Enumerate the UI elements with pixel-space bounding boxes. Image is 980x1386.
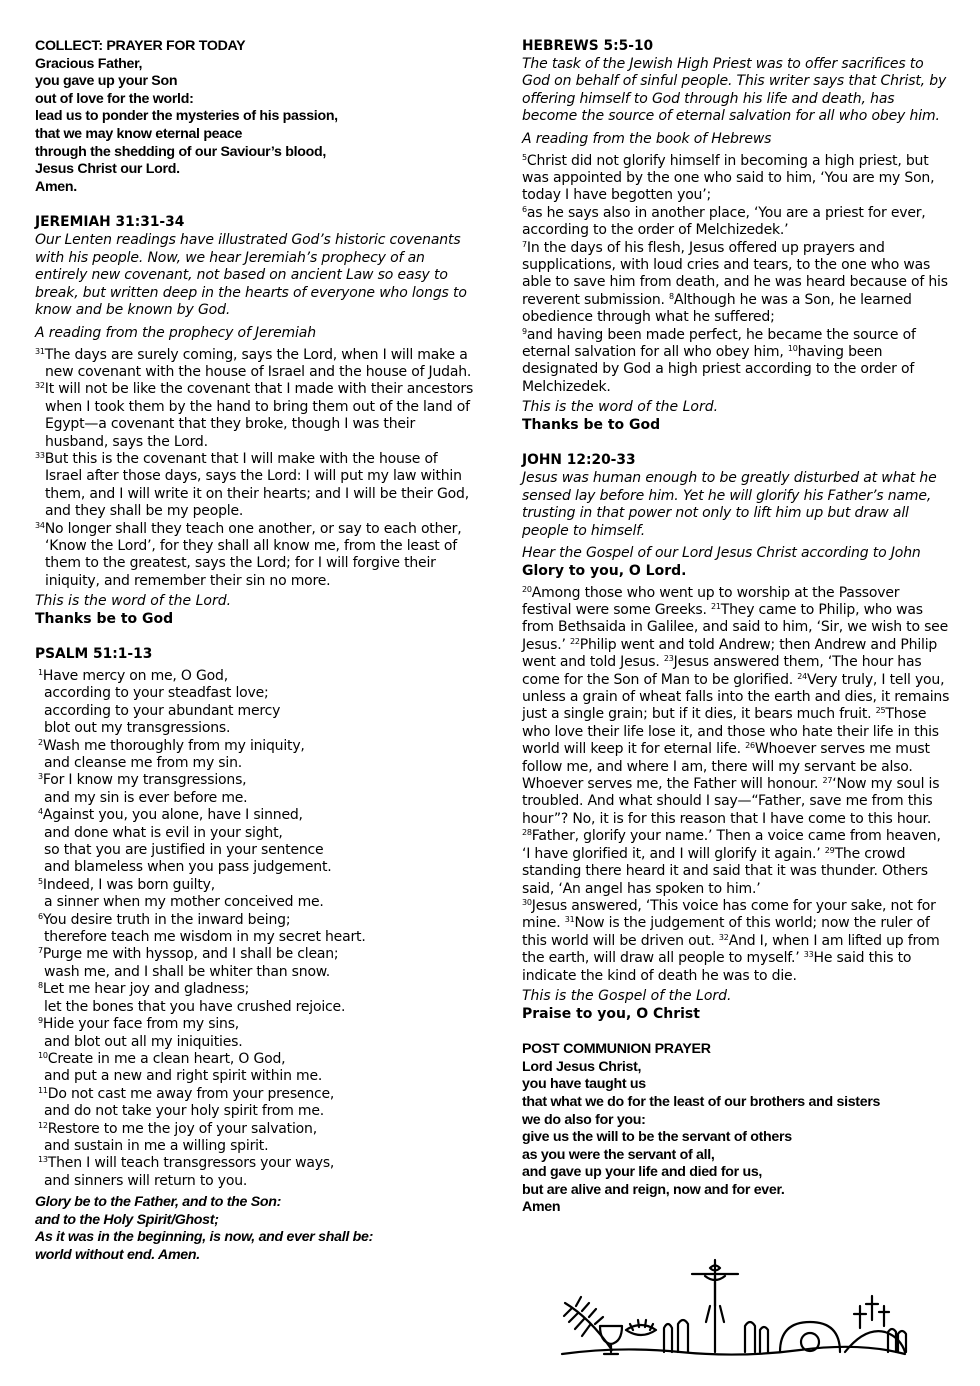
jeremiah-announce: A reading from the prophecy of Jeremiah xyxy=(35,324,316,341)
psalm-line xyxy=(35,825,475,842)
psalm-line xyxy=(35,807,475,824)
verse-text: Whoever serves me must follow me, and where I am, there will my servant be also. Whoever serves me, the Father will honour. xyxy=(522,741,930,793)
verse-number: 32 xyxy=(35,381,45,391)
verse-number: 12 xyxy=(38,1120,48,1130)
verse-number: 31 xyxy=(564,915,575,925)
psalm-line xyxy=(35,703,475,720)
verse-number: 5 xyxy=(38,876,43,886)
psalm-text: so that you are justified in your sentence xyxy=(44,842,324,859)
psalm-text: wash me, and I shall be whiter than snow. xyxy=(44,963,331,980)
psalm-line xyxy=(35,755,475,772)
verse-text: Philip went and told Andrew; then Andrew and Philip went and told Jesus. xyxy=(522,636,938,671)
verse-number: 33 xyxy=(803,950,814,960)
gospel-paragraph xyxy=(522,585,952,898)
psalm-line xyxy=(35,877,475,894)
psalm-line xyxy=(35,772,475,789)
psalm-text: and sustain in me a willing spirit. xyxy=(44,1137,269,1154)
psalm-line xyxy=(35,894,475,911)
psalm-line xyxy=(35,1121,475,1138)
gospel-paragraph xyxy=(522,898,952,985)
verse-number: 7 xyxy=(522,239,527,249)
psalm-text: and blameless when you pass judgement. xyxy=(44,859,332,876)
prayer-line: that what we do for the least of our brothers and sisters xyxy=(522,1093,881,1110)
psalm-line xyxy=(35,1103,475,1120)
post-communion-section xyxy=(522,1041,952,1217)
psalm-text: Hide your face from my sins, xyxy=(42,1016,240,1033)
psalm-text: let the bones that you have crushed rejoice. xyxy=(44,998,346,1015)
hebrews-announce: A reading from the book of Hebrews xyxy=(522,130,772,147)
verse-number: 9 xyxy=(38,1016,43,1026)
jeremiah-response: Thanks be to God xyxy=(35,610,174,627)
verse-text: Jesus answered, ‘This voice has come for your sake, not for mine. xyxy=(522,897,936,932)
verse xyxy=(522,205,952,240)
psalm-line xyxy=(35,859,475,876)
psalm-text: Indeed, I was born guilty, xyxy=(42,876,215,893)
john-response: Praise to you, O Christ xyxy=(522,1005,700,1022)
verse-text: as he says also in another place, ‘You are a priest for ever, according to the order of Melchizedek.’ xyxy=(522,204,926,239)
verse-text: Father, glorify your name.’ Then a voice came from heaven, ‘I have glorified it, and I will glorify it again.’ xyxy=(522,828,941,862)
psalm-text: Create in me a clean heart, O God, xyxy=(47,1050,286,1067)
psalm-text: and put a new and right spirit within me. xyxy=(44,1068,323,1085)
verse-text: The days are surely coming, says the Lord, when I will make a new covenant with the house of Israel and the house of Judah. xyxy=(44,346,472,380)
verse-text: and having been made perfect, he became the source of eternal salvation for all who obey him, xyxy=(522,326,916,361)
verse-text: In the days of his flesh, Jesus offered up prayers and supplications, with loud cries and tears, to the one who was able to save him from death, and he was heard because of his reverent submission. xyxy=(522,239,948,308)
verse-number: 3 xyxy=(38,772,43,782)
post-communion-prayer xyxy=(522,1059,952,1217)
psalm-line xyxy=(35,981,475,998)
verse-number: 10 xyxy=(38,1050,48,1060)
psalm-text: and sinners will return to you. xyxy=(44,1172,248,1189)
psalm-line xyxy=(35,946,475,963)
collect-line: lead us to ponder the mysteries of his passion, xyxy=(35,108,338,125)
verse-number: 20 xyxy=(522,584,532,594)
verse-number: 9 xyxy=(522,326,527,336)
prayer-line: give us the will to be the servant of others xyxy=(522,1129,792,1146)
psalm-text: and do not take your holy spirit from me. xyxy=(44,1103,324,1120)
prayer-line: and gave up your life and died for us, xyxy=(522,1164,763,1181)
verse-number: 7 xyxy=(38,946,43,956)
prayer-line: we do also for you: xyxy=(522,1111,646,1128)
psalm-line xyxy=(35,738,475,755)
collect-section xyxy=(35,38,475,196)
verse-number: 31 xyxy=(35,346,45,356)
passion-scene-illustration xyxy=(560,1258,910,1368)
prayer-line: you have taught us xyxy=(522,1076,646,1093)
verse-number: 8 xyxy=(38,981,43,991)
gloria-line: Glory be to the Father, and to the Son: xyxy=(35,1194,282,1211)
john-heading: JOHN 12:20-33 xyxy=(522,452,636,469)
gloria-line: world without end. Amen. xyxy=(35,1246,200,1263)
hebrews-response: Thanks be to God xyxy=(522,416,661,433)
psalm-line xyxy=(35,1173,475,1190)
psalm-line xyxy=(35,1034,475,1051)
verse xyxy=(522,153,952,205)
verse-number: 28 xyxy=(522,828,532,838)
collect-prayer xyxy=(35,56,475,197)
psalm-line xyxy=(35,964,475,981)
psalm-text: and cleanse me from my sin. xyxy=(44,755,243,771)
collect-line: Jesus Christ our Lord. xyxy=(35,161,180,178)
verse-number: 2 xyxy=(38,737,43,747)
verse-text: No longer shall they teach one another, or say to each other, ‘Know the Lord’, for they shall all know me, from the least of them to the greatest, says the Lord; for I will forgive their iniquity, and remember their sin no more. xyxy=(44,520,462,589)
psalm-text: Wash me thoroughly from my iniquity, xyxy=(42,737,305,754)
verse-text: Jesus answered them, ‘The hour has come for the Son of Man to be glorified. xyxy=(522,654,922,688)
gloria-line: and to the Holy Spirit/Ghost; xyxy=(35,1211,219,1228)
verse-text: Very truly, I tell you, unless a grain of wheat falls into the earth and dies, it remains just a single grain; but if it dies, it bears much fruit. xyxy=(522,671,950,723)
collect-line: that we may know eternal peace xyxy=(35,125,243,142)
right-column xyxy=(522,38,952,1235)
calvary-crosses-icon xyxy=(854,1296,889,1328)
psalm-heading: PSALM 51:1-13 xyxy=(35,646,153,663)
psalm-line xyxy=(35,1016,475,1033)
psalm-text: therefore teach me wisdom in my secret heart. xyxy=(44,929,366,946)
verse-text: Among those who went up to worship at the Passover festival were some Greeks. xyxy=(522,584,900,618)
john-announce: Hear the Gospel of our Lord Jesus Christ according to John xyxy=(522,545,921,562)
crown-of-thorns-icon xyxy=(626,1320,656,1335)
verse-number: 1 xyxy=(38,667,43,677)
psalm-text: Purge me with hyssop, and I shall be clean; xyxy=(42,946,339,963)
verse xyxy=(35,347,475,382)
verse-text: He said this to indicate the kind of death he was to die. xyxy=(522,950,912,984)
gloria-line: As it was in the beginning, is now, and ever shall be: xyxy=(35,1229,374,1246)
psalm-line xyxy=(35,912,475,929)
psalm-text: Have mercy on me, O God, xyxy=(42,667,228,684)
psalm-text: and done what is evil in your sight, xyxy=(44,824,283,841)
verse xyxy=(35,381,475,451)
psalm-text: a sinner when my mother conceived me. xyxy=(44,894,324,911)
verse-number: 6 xyxy=(38,911,43,921)
verse-number: 29 xyxy=(824,845,835,855)
jeremiah-ending: This is the word of the Lord. xyxy=(35,593,232,610)
gloria xyxy=(35,1194,475,1264)
verse-text: It will not be like the covenant that I made with their ancestors when I took them by the hand to bring them out of the land of Egypt—a covenant that they broke, though I was their husband, says the Lord. xyxy=(44,381,474,450)
verse-number: 34 xyxy=(35,520,45,530)
john-ending: This is the Gospel of the Lord. xyxy=(522,987,732,1004)
psalm-text: Let me hear joy and gladness; xyxy=(42,981,250,998)
hebrews-reading xyxy=(522,153,952,397)
verse-number: 33 xyxy=(35,450,45,460)
verse-number: 23 xyxy=(663,654,674,664)
collect-line: through the shedding of our Saviour’s blood, xyxy=(35,143,327,160)
collect-line: out of love for the world: xyxy=(35,90,194,107)
left-column xyxy=(35,38,475,1283)
psalm-text: blot out my transgressions. xyxy=(44,720,231,737)
prayer-line: Lord Jesus Christ, xyxy=(522,1058,642,1075)
psalm-text: You desire truth in the inward being; xyxy=(42,911,291,928)
verse xyxy=(35,451,475,521)
psalm-line xyxy=(35,1068,475,1085)
psalm-text: Restore to me the joy of your salvation, xyxy=(47,1120,317,1137)
psalm-line xyxy=(35,685,475,702)
verse-number: 21 xyxy=(710,602,721,611)
psalm-line xyxy=(35,668,475,685)
verse-text: Now is the judgement of this world; now the ruler of this world will be driven out. xyxy=(522,915,930,949)
jeremiah-intro: Our Lenten readings have illustrated God’s historic covenants with his people. Now, we hear Jeremiah’s prophecy of an entirely new covenant, not based on ancient Law so easy to break, but written deep in the hearts of everyone who longs to know and be known by God. xyxy=(35,231,467,319)
psalm-line xyxy=(35,720,475,737)
psalm-line xyxy=(35,999,475,1016)
john-reading xyxy=(522,585,952,985)
psalm-line xyxy=(35,929,475,946)
prayer-line: as you were the servant of all, xyxy=(522,1146,715,1163)
verse-text: The crowd standing there heard it and said that it was thunder. Others said, ‘An angel has spoken to him.’ xyxy=(522,845,928,897)
psalm-text: Against you, you alone, have I sinned, xyxy=(42,807,303,824)
verse-number: 11 xyxy=(38,1085,48,1095)
hebrews-heading: HEBREWS 5:5-10 xyxy=(522,38,654,54)
post-communion-heading: POST COMMUNION PRAYER xyxy=(522,1041,711,1058)
jeremiah-reading xyxy=(35,347,475,591)
jeremiah-heading: JEREMIAH 31:31-34 xyxy=(35,214,185,231)
verse-text: And I, when I am lifted up from the earth, will draw all people to myself.’ xyxy=(522,932,940,967)
verse xyxy=(35,521,475,591)
psalm-line xyxy=(35,1138,475,1155)
verse-number: 6 xyxy=(522,204,527,214)
verse-number: 27 xyxy=(822,776,833,786)
verse-text: ‘Now my soul is troubled. And what should I say—“Father, save me from this hour”? No, it is for this reason that I have come to this hour. xyxy=(522,776,940,827)
collect-line: Gracious Father, xyxy=(35,55,143,72)
psalm-line xyxy=(35,842,475,859)
verse-text: They came to Philip, who was from Bethsaida in Galilee, and said to him, ‘Sir, we wish to see Jesus.’ xyxy=(522,602,948,653)
psalm-text: and blot out all my iniquities. xyxy=(44,1033,243,1050)
jeremiah-section xyxy=(35,214,475,628)
verse-number: 30 xyxy=(522,897,532,907)
psalm-text: Do not cast me away from your presence, xyxy=(47,1085,335,1102)
psalm-text: according to your steadfast love; xyxy=(44,685,269,702)
verse-number: 8 xyxy=(669,291,674,301)
collect-heading: COLLECT: PRAYER FOR TODAY xyxy=(35,38,246,54)
collect-line: Amen. xyxy=(35,178,77,195)
john-intro: Jesus was human enough to be greatly disturbed at what he sensed lay before him. Yet he will glorify his Father’s name, trusting in that power not only to lift him up but draw all people to himself. xyxy=(522,470,937,539)
verse-text: Christ did not glorify himself in becoming a high priest, but was appointed by the one who said to him, ‘You are my Son, today I have begotten you’; xyxy=(522,152,935,204)
verse-number: 32 xyxy=(718,932,729,942)
psalm-line xyxy=(35,790,475,807)
verse xyxy=(522,327,952,397)
psalm-text: and my sin is ever before me. xyxy=(44,789,248,806)
hebrews-section xyxy=(522,38,952,434)
verse-text: Although he was a Son, he learned obedience through what he suffered; xyxy=(522,291,912,326)
psalm-line xyxy=(35,1086,475,1103)
hebrews-intro: The task of the Jewish High Priest was to offer sacrifices to God on behalf of sinful people. This writer says that Christ, by offering himself to God through his life and death, has become the source of eternal salvation for all who obey him. xyxy=(522,55,947,125)
psalm-section xyxy=(35,646,475,1264)
psalm-text xyxy=(35,668,475,1190)
psalm-text: For I know my transgressions, xyxy=(42,772,247,789)
verse-number: 24 xyxy=(797,671,808,681)
verse-number: 26 xyxy=(745,741,755,751)
verse-number: 22 xyxy=(569,636,580,646)
prayer-line: but are alive and reign, now and for ever. xyxy=(522,1181,785,1198)
verse-number: 4 xyxy=(38,807,43,817)
verse-text: Those who love their life lose it, and those who hate their life in this world will keep it for eternal life. xyxy=(522,706,939,758)
verse xyxy=(522,240,952,327)
hebrews-ending: This is the word of the Lord. xyxy=(522,399,719,416)
verse-number: 10 xyxy=(787,344,798,354)
john-section xyxy=(522,452,952,1023)
verse-text: But this is the covenant that I will make with the house of Israel after those days, says the Lord: I will put my law within them, and I will write it on their hearts; and I will be their God, and they shall be my people. xyxy=(44,450,469,520)
verse-number: 5 xyxy=(522,152,527,162)
collect-line: you gave up your Son xyxy=(35,73,178,90)
prayer-line: Amen xyxy=(522,1199,561,1216)
john-acclamation: Glory to you, O Lord. xyxy=(522,563,687,579)
psalm-line xyxy=(35,1155,475,1172)
psalm-text: according to your abundant mercy xyxy=(44,702,281,719)
psalm-text: Then I will teach transgressors your ways, xyxy=(47,1155,335,1172)
verse-number: 25 xyxy=(875,706,886,716)
psalm-line xyxy=(35,1051,475,1068)
verse-text: having been designated by God a high priest according to the order of Melchizedek. xyxy=(522,344,915,395)
verse-number: 13 xyxy=(38,1155,48,1165)
